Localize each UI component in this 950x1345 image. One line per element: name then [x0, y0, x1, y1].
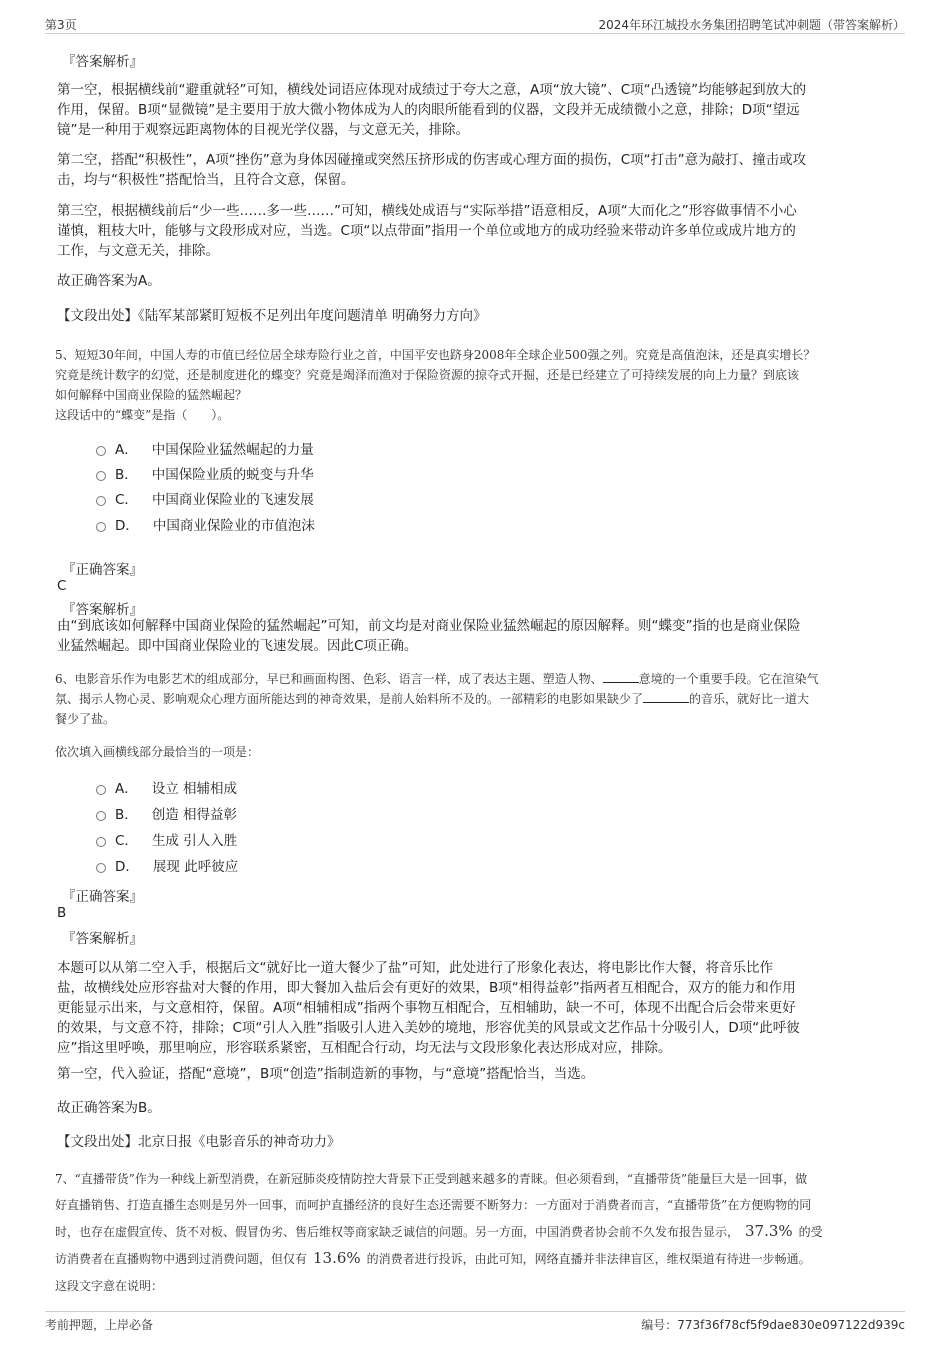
text-line: 镜”是一种用于观察远距离物体的目视光学仪器，与文意无关，排除。 — [57, 122, 469, 138]
page-header — [45, 14, 905, 34]
q6-conclusion: 故正确答案为B。 — [57, 1100, 161, 1116]
option-text: 创造 相得益彰 — [151, 807, 238, 823]
q6-analysis-label: 『答案解析』 — [62, 931, 143, 947]
option-letter: C． — [115, 492, 138, 508]
q7-prompt: 这段文字意在说明： — [55, 1279, 164, 1293]
stem-text: 时，也存在虚假宣传、货不对板、假冒伪劣、售后维权等商家缺乏诚信的问题。另一方面，中国消费者协会前不久发布报告显示， — [55, 1225, 740, 1239]
q5-option-b[interactable] — [96, 465, 314, 485]
option-letter: B． — [115, 807, 138, 823]
text-line: 5、短短30年间，中国人寿的市值已经位居全球寿险行业之首，中国平安也跻身2008年全球企业500强之列。究竟是高值泡沫，还是真实增长？ — [55, 348, 816, 362]
q4-analysis-para2 — [57, 150, 907, 190]
text-line: 餐少了盐。 — [55, 712, 116, 726]
text-line: 第一空，根据横线前“避重就轻”可知，横线处词语应体现对成绩过于夸大之意，A项“放大镜”、C项“凸透镜”均能够起到放大的 — [57, 82, 807, 98]
text-line: 第二空，搭配“积极性”，A项“挫伤”意为身体因碰撞或突然压挤形成的伤害或心理方面的损伤，C项“打击”意为敲打、撞击或攻 — [57, 152, 807, 168]
q6-option-b[interactable] — [96, 805, 237, 825]
document-title: 2024年环江城投水务集团招聘笔试冲刺题（带答案解析） — [598, 18, 905, 32]
percent-value: 37.3% — [745, 1222, 793, 1240]
option-letter: A． — [115, 781, 138, 797]
option-letter: D． — [115, 518, 139, 534]
option-text: 中国商业保险业的飞速发展 — [151, 492, 314, 508]
q6-source: 【文段出处】北京日报《电影音乐的神奇功力》 — [57, 1134, 341, 1150]
q6-answer-label: 『正确答案』 — [62, 889, 143, 905]
footer-slogan: 考前押题，上岸必备 — [45, 1318, 154, 1332]
q4-analysis-para1 — [57, 80, 907, 140]
radio-icon[interactable] — [96, 446, 106, 456]
q6-para2: 第一空，代入验证，搭配“意境”，B项“创造”指制造新的事物，与“意境”搭配恰当，当选。 — [57, 1066, 595, 1082]
text-line — [55, 1245, 910, 1272]
option-text: 中国商业保险业的市值泡沫 — [152, 518, 315, 534]
q5-analysis-label: 『答案解析』 — [62, 602, 143, 618]
percent-value: 13.6% — [313, 1249, 361, 1267]
text-line: 更能显示出来，与文意相符，保留。A项“相辅相成”指两个事物互相配合，互相辅助，缺一不可，体现不出配合后会带来更好 — [57, 1000, 796, 1016]
q5-answer-label: 『正确答案』 — [62, 562, 143, 578]
text-line: 工作，与文意无关，排除。 — [57, 243, 219, 259]
q6-prompt: 依次填入画横线部分最恰当的一项是： — [55, 745, 260, 759]
stem-text: 氛、揭示人物心灵、影响观众心理方面所能达到的神奇效果，是前人始料所不及的。一部精彩的电影如果缺少了 — [55, 692, 644, 706]
page-footer — [45, 1311, 905, 1333]
text-line: 应”指这里呼唤，那里响应，形容联系紧密，互相配合行动，均无法与文段形象化表达形成对应，排除。 — [57, 1040, 672, 1056]
q5-answer: C — [57, 578, 67, 594]
fill-blank — [603, 669, 639, 683]
option-letter: A． — [115, 442, 138, 458]
text-line: 作用，保留。B项“显微镜”是主要用于放大微小物体成为人的肉眼所能看到的仪器，文段并无成绩微小之意，排除；D项“望远 — [57, 102, 800, 118]
q4-analysis-label: 『答案解析』 — [62, 54, 143, 70]
radio-icon[interactable] — [96, 785, 106, 795]
q5-stem — [55, 345, 910, 425]
q6-option-a[interactable] — [96, 779, 237, 799]
q5-analysis — [57, 616, 907, 656]
text-line: 这段话中的“蝶变”是指（ ）。 — [55, 408, 230, 422]
option-text: 设立 相辅相成 — [151, 781, 238, 797]
stem-text: 访消费者在直播购物中遇到过消费问题，但仅有 — [55, 1252, 308, 1266]
q6-option-c[interactable] — [96, 831, 237, 851]
option-text: 中国保险业质的蜕变与升华 — [151, 467, 314, 483]
text-line: 7、“直播带货”作为一种线上新型消费，在新冠肺炎疫情防控大背景下正受到越来越多的青睐。但必须看到，“直播带货”能量巨大是一回事，做 — [55, 1172, 808, 1186]
text-line: 第三空，根据横线前后“少一些……多一些……”可知，横线处成语与“实际举措”语意相反，A项“大而化之”形容做事情不小心 — [57, 203, 797, 219]
text-line: 的效果，与文意不符，排除；C项“引人入胜”指吸引人进入美妙的境地，形容优美的风景或文艺作品十分吸引人，D项“此呼彼 — [57, 1020, 800, 1036]
text-line: 好直播销售、打造直播生态则是另外一回事，而呵护直播经济的良好生态还需要不断努力：一方面对于消费者而言，“直播带货”在方便购物的同 — [55, 1198, 812, 1212]
q6-answer: B — [57, 905, 67, 921]
text-line: 究竟是统计数字的幻觉，还是制度进化的蝶变？究竟是竭泽而渔对于保险资源的掠夺式开掘，还是已经建立了可持续发展的向上力量？到底该 — [55, 368, 800, 382]
text-line: 由“到底该如何解释中国商业保险的猛然崛起”可知，前文均是对商业保险业猛然崛起的原因解释。则“蝶变”指的也是商业保险 — [57, 618, 801, 634]
radio-icon[interactable] — [96, 522, 106, 532]
option-text: 中国保险业猛然崛起的力量 — [151, 442, 314, 458]
radio-icon[interactable] — [96, 863, 106, 873]
text-line: 击，均与“积极性”搭配恰当，且符合文意，保留。 — [57, 172, 355, 188]
q4-source: 【文段出处】《陆军某部紧盯短板不足列出年度问题清单 明确努力方向》 — [57, 308, 487, 324]
q6-option-d[interactable] — [96, 857, 238, 877]
option-letter: C． — [115, 833, 138, 849]
radio-icon[interactable] — [96, 496, 106, 506]
text-line: 如何解释中国商业保险的猛然崛起？ — [55, 388, 248, 402]
option-text: 生成 引人入胜 — [151, 833, 238, 849]
text-line — [55, 689, 910, 709]
stem-text: 意境的一个重要手段。它在渲染气 — [638, 672, 819, 686]
text-line: 业猛然崛起。即中国商业保险业的飞速发展。因此C项正确。 — [57, 638, 418, 654]
radio-icon[interactable] — [96, 471, 106, 481]
option-letter: B． — [115, 467, 138, 483]
q4-conclusion: 故正确答案为A。 — [57, 273, 161, 289]
radio-icon[interactable] — [96, 811, 106, 821]
q5-option-d[interactable] — [96, 516, 315, 536]
stem-text: 的受 — [798, 1225, 823, 1239]
stem-text: 6、电影音乐作为电影艺术的组成部分，早已和画面构图、色彩、语言一样，成了表达主题、塑造人物、 — [55, 672, 603, 686]
document-id: 编号：773f36f78cf5f9dae830e097122d939c — [641, 1318, 905, 1332]
radio-icon[interactable] — [96, 837, 106, 847]
text-line — [55, 669, 910, 689]
q4-analysis-para3 — [57, 201, 907, 261]
stem-text: 的音乐，就好比一道大 — [689, 692, 810, 706]
option-letter: D． — [115, 859, 139, 875]
q6-stem — [55, 669, 910, 729]
q6-analysis — [57, 958, 907, 1058]
q5-option-c[interactable] — [96, 490, 314, 510]
text-line — [55, 1218, 910, 1245]
stem-text: 的消费者进行投诉，由此可知，网络直播并非法律盲区，维权渠道有待进一步畅通。 — [366, 1252, 811, 1266]
page-number: 第3页 — [45, 18, 77, 32]
fill-blank — [643, 689, 689, 703]
text-line: 盐，故横线处应形容盐对大餐的作用，即大餐加入盐后会有更好的效果，B项“相得益彰”指两者互相配合，双方的能力和作用 — [57, 980, 796, 996]
option-text: 展现 此呼彼应 — [152, 859, 239, 875]
text-line: 本题可以从第二空入手，根据后文“就好比一道大餐少了盐”可知，此处进行了形象化表达，将电影比作大餐，将音乐比作 — [57, 960, 773, 976]
q7-stem — [55, 1166, 910, 1272]
text-line: 谨慎，粗枝大叶，能够与文段形成对应，当选。C项“以点带面”指用一个单位或地方的成功经验来带动许多单位或成片地方的 — [57, 223, 796, 239]
q5-option-a[interactable] — [96, 440, 314, 460]
